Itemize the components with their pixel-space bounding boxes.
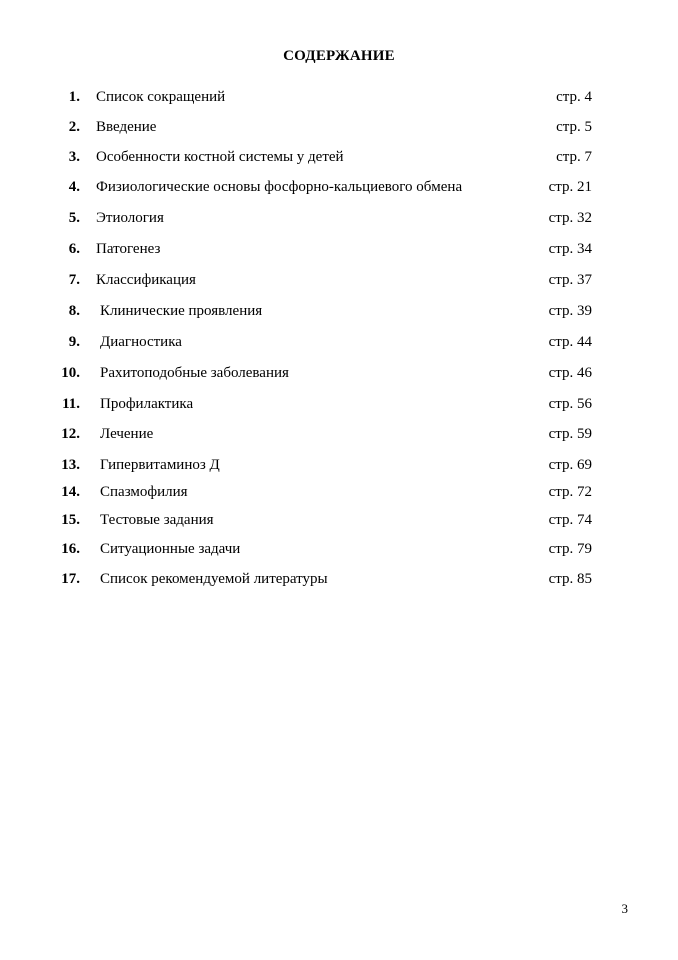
toc-item-page: стр. 74 <box>548 512 592 528</box>
toc-item-page: стр. 44 <box>548 334 592 350</box>
toc-row <box>0 208 678 228</box>
toc-item-page: стр. 34 <box>548 241 592 257</box>
toc-item-page: стр. 59 <box>548 426 592 442</box>
toc-item-title: Профилактика <box>100 396 194 412</box>
toc-item-number: 15. <box>61 512 80 528</box>
toc-item-title: Введение <box>96 119 157 135</box>
page-number: 3 <box>621 901 628 916</box>
toc-item-number: 12. <box>61 426 80 442</box>
toc-row <box>0 363 678 383</box>
toc-row <box>0 482 678 502</box>
toc-item-number: 16. <box>61 541 80 557</box>
toc-row <box>0 569 678 589</box>
toc-item-page: стр. 72 <box>548 484 592 500</box>
toc-row <box>0 394 678 414</box>
toc-item-page: стр. 85 <box>548 571 592 587</box>
toc-row <box>0 239 678 259</box>
toc-item-number: 2. <box>68 119 80 135</box>
toc-item-number: 5. <box>68 210 80 226</box>
toc-item-title: Особенности костной системы у детей <box>96 149 344 165</box>
toc-item-page: стр. 32 <box>548 210 592 226</box>
toc-item-title: Список сокращений <box>96 89 226 105</box>
toc-item-number: 6. <box>68 241 80 257</box>
toc-item-title: Рахитоподобные заболевания <box>100 365 289 381</box>
toc-item-title: Патогенез <box>96 241 161 257</box>
toc-item-title: Спазмофилия <box>100 484 188 500</box>
toc-item-page: стр. 79 <box>548 541 592 557</box>
toc-row <box>0 332 678 352</box>
toc-row <box>0 455 678 475</box>
toc-item-page: стр. 69 <box>548 457 592 473</box>
toc-item-title: Гипервитаминоз Д <box>100 457 220 473</box>
toc-item-title: Тестовые задания <box>100 512 214 528</box>
toc-item-page: стр. 37 <box>548 272 592 288</box>
toc-item-number: 3. <box>68 149 80 165</box>
toc-item-title: Ситуационные задачи <box>100 541 241 557</box>
toc-row <box>0 177 678 197</box>
toc-item-page: стр. 7 <box>556 149 592 165</box>
toc-row <box>0 117 678 137</box>
toc-title: СОДЕРЖАНИЕ <box>283 48 395 64</box>
toc-item-page: стр. 56 <box>548 396 592 412</box>
toc-item-page: стр. 4 <box>556 89 592 105</box>
toc-item-number: 4. <box>68 179 80 195</box>
toc-item-page: стр. 21 <box>548 179 592 195</box>
toc-item-number: 14. <box>61 484 80 500</box>
toc-item-title: Классификация <box>96 272 196 288</box>
toc-row <box>0 539 678 559</box>
toc-item-page: стр. 46 <box>548 365 592 381</box>
toc-item-number: 10. <box>61 365 80 381</box>
toc-item-number: 1. <box>68 89 80 105</box>
toc-item-number: 7. <box>68 272 80 288</box>
toc-item-title: Лечение <box>100 426 154 442</box>
toc-row <box>0 424 678 444</box>
toc-item-title: Этиология <box>96 210 164 226</box>
toc-item-title: Физиологические основы фосфорно-кальциевого обмена <box>96 179 463 195</box>
toc-item-title: Клинические проявления <box>100 303 263 319</box>
toc-row <box>0 510 678 530</box>
toc-item-number: 13. <box>61 457 80 473</box>
toc-row <box>0 87 678 107</box>
toc-item-number: 9. <box>68 334 80 350</box>
toc-row <box>0 147 678 167</box>
toc-row <box>0 270 678 290</box>
toc-item-title: Диагностика <box>100 334 182 350</box>
toc-item-number: 8. <box>68 303 80 319</box>
toc-row <box>0 301 678 321</box>
toc-item-number: 17. <box>61 571 80 587</box>
toc-item-page: стр. 5 <box>556 119 592 135</box>
toc-item-number: 11. <box>62 396 80 412</box>
toc-item-page: стр. 39 <box>548 303 592 319</box>
toc-item-title: Список рекомендуемой литературы <box>100 571 328 587</box>
